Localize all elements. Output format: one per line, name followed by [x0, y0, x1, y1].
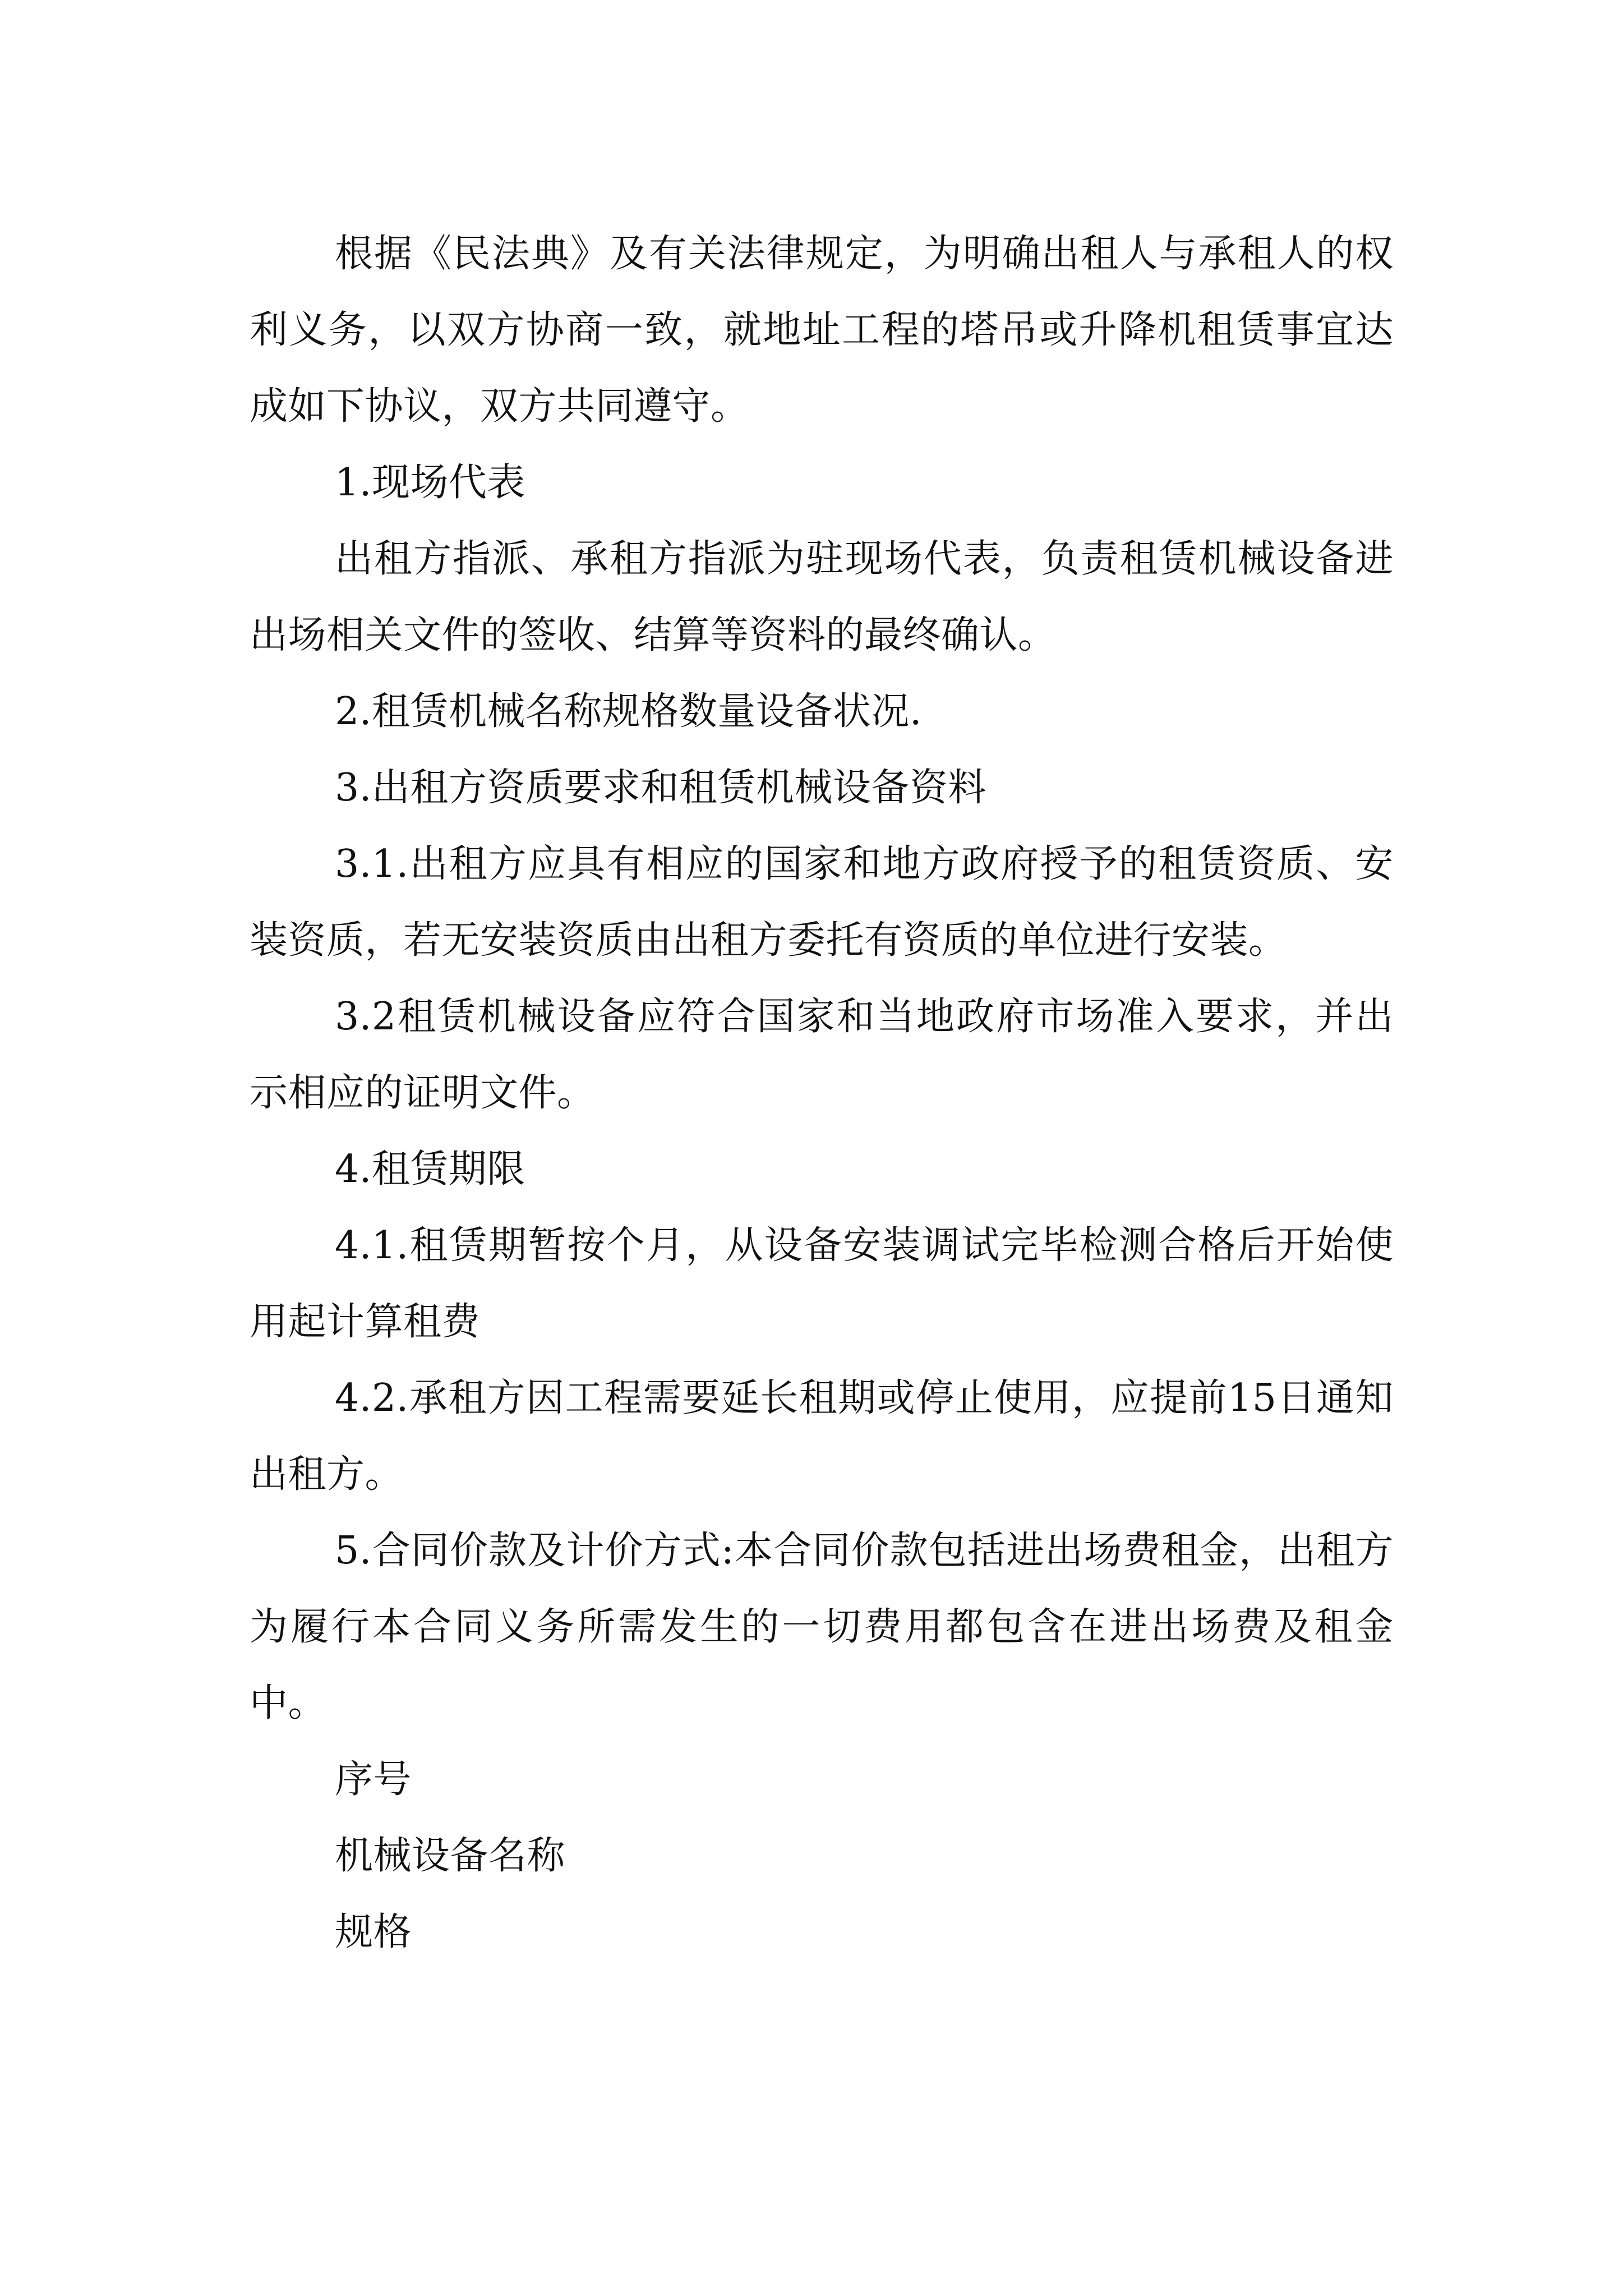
heading-lease-term: 4.租赁期限 [335, 1147, 525, 1191]
heading-equipment-details: 2.租赁机械名称规格数量设备状况. [335, 689, 922, 734]
document-body [250, 216, 1394, 1971]
paragraph-clause-3-1: 3.1.出租方应具有相应的国家和地方政府授予的租赁资质、安装资质，若无安装资质由出租方委托有资质的单位进行安装。 [250, 842, 1394, 963]
paragraph-clause-4-2: 4.2.承租方因工程需要延长租期或停止使用，应提前15日通知出租方。 [250, 1376, 1394, 1497]
table-header-serial-number: 序号 [335, 1757, 412, 1802]
paragraph-clause-3-2: 3.2租赁机械设备应符合国家和当地政府市场准入要求，并出示相应的证明文件。 [250, 995, 1394, 1115]
paragraph-preamble: 根据《民法典》及有关法律规定，为明确出租人与承租人的权利义务，以双方协商一致，就地址工程的塔吊或升降机租赁事宜达成如下协议，双方共同遵守。 [250, 232, 1394, 429]
paragraph-site-representative: 出租方指派、承租方指派为驻现场代表，负责租赁机械设备进出场相关文件的签收、结算等资料的最终确认。 [250, 537, 1394, 657]
paragraph-clause-4-1: 4.1.租赁期暂按个月，从设备安装调试完毕检测合格后开始使用起计算租费 [250, 1223, 1394, 1344]
table-header-equipment-name: 机械设备名称 [335, 1834, 566, 1878]
heading-lessor-qualifications: 3.出租方资质要求和租赁机械设备资料 [335, 766, 986, 810]
paragraph-clause-5: 5.合同价款及计价方式:本合同价款包括进出场费租金，出租方为履行本合同义务所需发生的一切费用都包含在进出场费及租金中。 [250, 1529, 1394, 1726]
heading-site-representative: 1.现场代表 [335, 461, 525, 505]
table-header-specification: 规格 [335, 1910, 412, 1954]
